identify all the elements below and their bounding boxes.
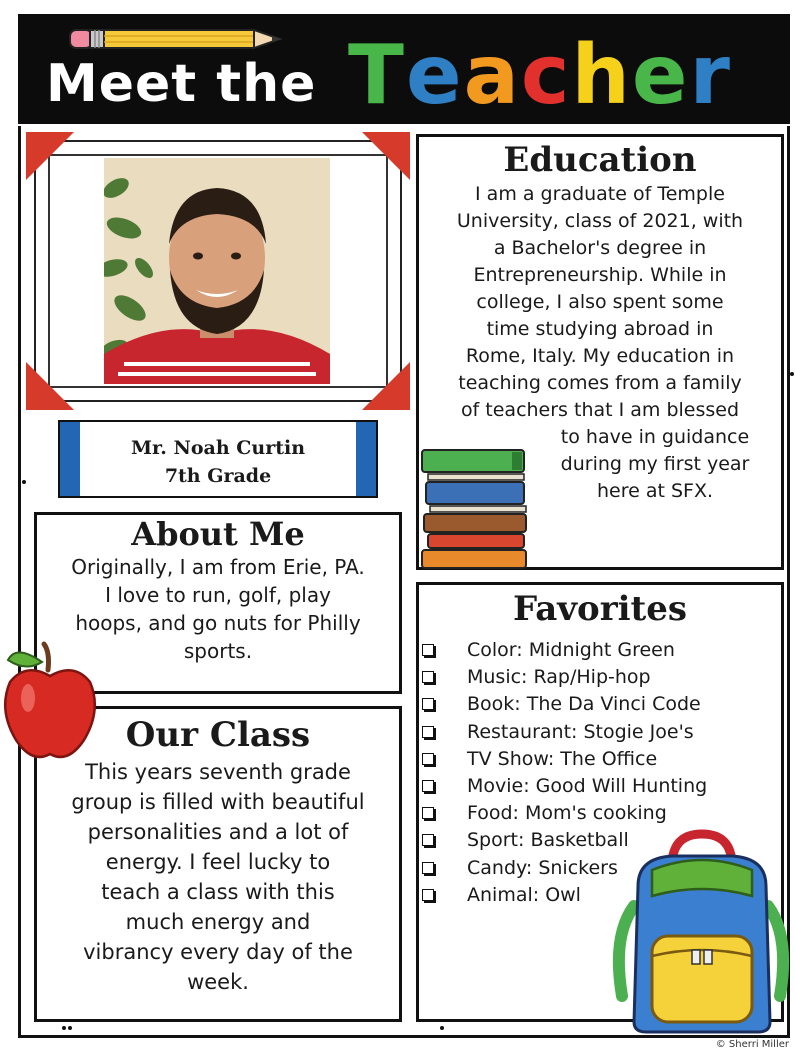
header-letter: a — [463, 28, 521, 123]
our-class-line: vibrancy every day of the — [83, 940, 353, 964]
education-line: University, class of 2021, with — [456, 210, 744, 232]
corner-top-left — [26, 132, 74, 180]
education-line: Entrepreneurship. While in — [473, 264, 727, 286]
education-line: college, I also spent some — [476, 291, 724, 313]
about-me-title: About Me — [131, 515, 305, 553]
copyright-credit: © Sherri Miller — [715, 1039, 789, 1050]
apple-icon — [2, 640, 98, 766]
about-me-line: Originally, I am from Erie, PA. — [71, 555, 365, 579]
decor-dot — [790, 372, 794, 376]
our-class-line: This years seventh grade — [85, 760, 351, 784]
header-letter: e — [631, 28, 690, 123]
decor-dot — [62, 1026, 66, 1030]
education-line: a Bachelor's degree in — [493, 237, 707, 259]
education-line: of teachers that I am blessed — [460, 399, 740, 421]
favorite-item: Restaurant: Stogie Joe's — [419, 719, 781, 746]
decor-dot — [22, 480, 26, 484]
teacher-portrait-icon — [104, 158, 330, 384]
checkbox-icon — [422, 644, 434, 656]
education-line: teaching comes from a family — [458, 372, 742, 394]
decor-dot — [68, 1026, 72, 1030]
about-me-line: I love to run, golf, play — [105, 583, 331, 607]
nameplate-left-bar — [60, 422, 80, 496]
checkbox-icon — [422, 834, 434, 846]
favorite-item: TV Show: The Office — [419, 746, 781, 773]
checkbox-icon — [422, 862, 434, 874]
education-line: Rome, Italy. My education in — [465, 345, 735, 367]
our-class-line: much energy and — [125, 910, 311, 934]
checkbox-icon — [422, 698, 434, 710]
teacher-photo — [104, 158, 330, 384]
favorite-item: Animal: Owl — [419, 882, 781, 909]
our-class-title: Our Class — [125, 715, 311, 755]
our-class-line: group is filled with beautiful — [71, 790, 365, 814]
education-title: Education — [503, 140, 697, 180]
teacher-name: Mr. Noah Curtin — [130, 437, 306, 459]
header-letter: h — [571, 28, 632, 123]
checkbox-icon — [422, 753, 434, 765]
backpack-icon — [612, 826, 790, 1036]
header-letter: c — [520, 28, 572, 123]
corner-bottom-right — [362, 362, 410, 410]
about-me-line: sports. — [183, 639, 253, 663]
checkbox-icon — [422, 807, 434, 819]
header-letter: e — [405, 28, 464, 123]
favorite-item: Movie: Good Will Hunting — [419, 773, 781, 800]
corner-bottom-left — [26, 362, 74, 410]
education-line: time studying abroad in — [486, 318, 714, 340]
favorites-title: Favorites — [512, 589, 688, 629]
checkbox-icon — [422, 726, 434, 738]
nameplate-right-bar — [356, 422, 376, 496]
teacher-grade: 7th Grade — [164, 465, 272, 487]
checkbox-icon — [422, 889, 434, 901]
about-me-line: hoops, and go nuts for Philly — [75, 611, 361, 635]
favorite-item: Sport: Basketball — [419, 827, 781, 854]
favorite-item: Music: Rap/Hip-hop — [419, 664, 781, 691]
education-line: I am a graduate of Temple — [475, 183, 725, 205]
education-line: during my first year — [560, 453, 750, 475]
teacher-nameplate — [58, 420, 378, 498]
header-letter: T — [348, 28, 406, 123]
header-teacher-word — [348, 28, 732, 123]
photo-frame — [34, 140, 402, 402]
education-line: to have in guidance — [560, 426, 750, 448]
our-class-line: week. — [187, 970, 249, 994]
favorite-item: Book: The Da Vinci Code — [419, 691, 781, 718]
our-class-line: energy. I feel lucky to — [105, 850, 331, 874]
our-class-line: teach a class with this — [101, 880, 335, 904]
our-class-body — [37, 757, 399, 997]
corner-top-right — [362, 132, 410, 180]
our-class-line: personalities and a lot of — [87, 820, 349, 844]
education-line: here at SFX. — [596, 480, 714, 502]
decor-dot — [440, 1026, 444, 1030]
books-icon — [420, 448, 530, 570]
favorite-item: Candy: Snickers — [419, 855, 781, 882]
favorite-item: Color: Midnight Green — [419, 637, 781, 664]
favorite-item: Food: Mom's cooking — [419, 800, 781, 827]
checkbox-icon — [422, 671, 434, 683]
nameplate-text — [84, 434, 352, 490]
checkbox-icon — [422, 780, 434, 792]
pencil-icon — [68, 26, 286, 52]
header-prefix: Meet the — [46, 54, 317, 114]
header-letter: r — [689, 28, 732, 123]
